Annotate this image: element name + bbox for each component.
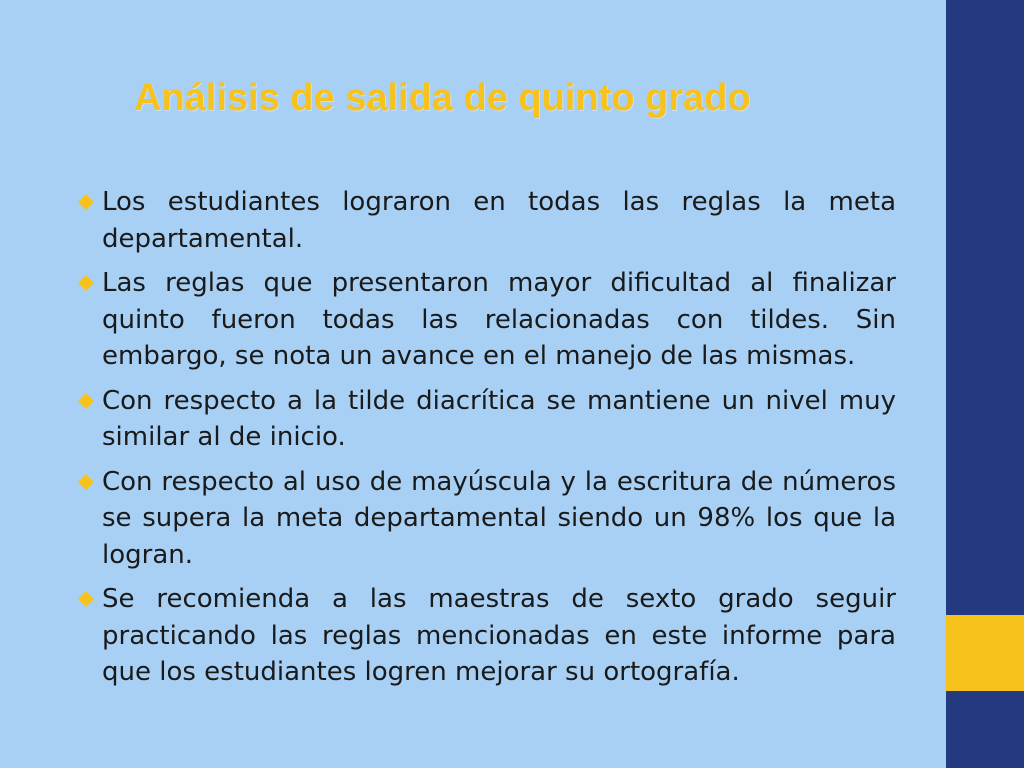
bullet-text: Con respecto a la tilde diacrítica se mantiene un nivel muy similar al de inicio. xyxy=(102,385,896,452)
diamond-bullet-icon xyxy=(78,393,94,409)
bullet-text: Los estudiantes lograron en todas las reglas la meta departamental. xyxy=(102,187,896,254)
diamond-bullet-icon xyxy=(78,474,94,490)
bullet-text: Se recomienda a las maestras de sexto grado seguir practicando las reglas mencionadas en este informe para que los estudiantes logren mejorar su ortografía. xyxy=(102,584,896,687)
bullet-item xyxy=(74,581,896,691)
bullet-item xyxy=(74,184,896,257)
bullet-text: Con respecto al uso de mayúscula y la escritura de números se supera la meta departamental siendo un 98% los que la logran. xyxy=(102,466,896,570)
bullet-item xyxy=(74,265,896,375)
bullet-item xyxy=(74,464,896,574)
diamond-bullet-icon xyxy=(78,591,94,607)
bullet-item xyxy=(74,383,896,456)
diamond-bullet-icon xyxy=(78,194,94,210)
bullet-text: Las reglas que presentaron mayor dificultad al finalizar quinto fueron todas las relacionadas con tildes. Sin embargo, se nota un avance en el manejo de las mismas. xyxy=(102,268,896,371)
bullet-list xyxy=(74,184,896,699)
diamond-bullet-icon xyxy=(78,275,94,291)
side-accent-block xyxy=(946,615,1024,691)
slide-title: Análisis de salida de quinto grado xyxy=(134,77,751,119)
